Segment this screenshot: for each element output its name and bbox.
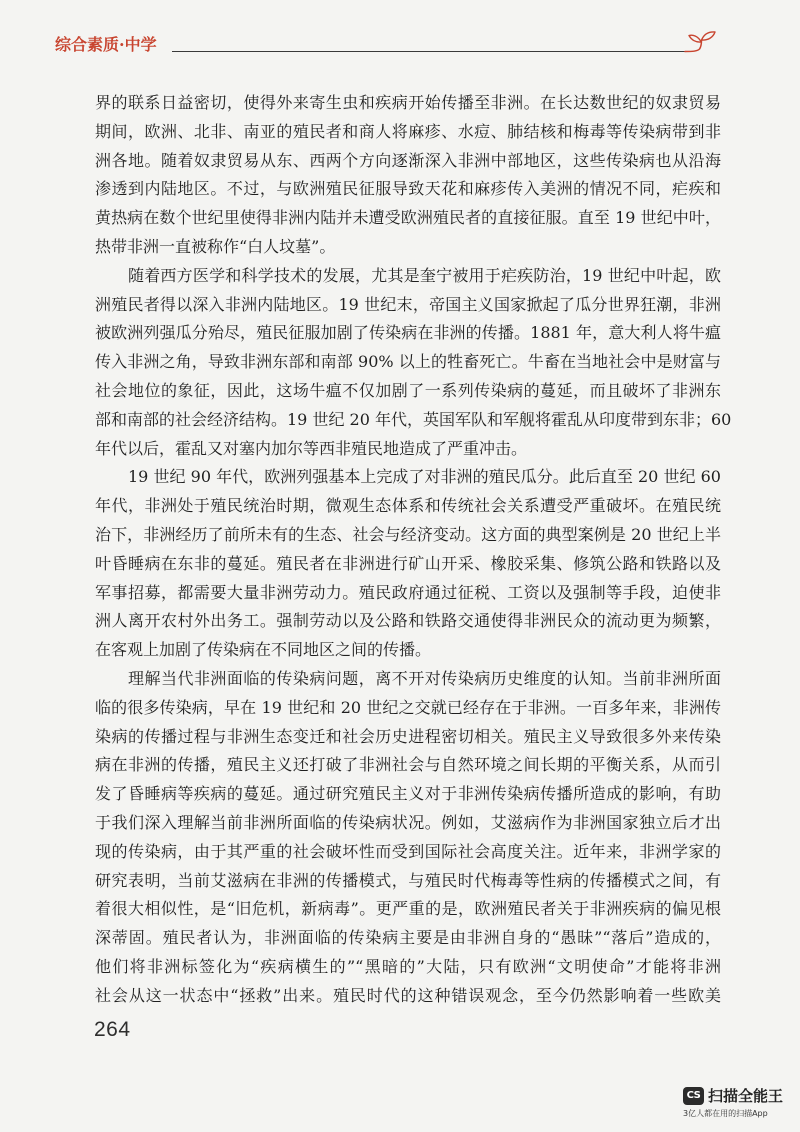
text-line: 着很大相似性，是“旧危机，新病毒”。更严重的是，欧洲殖民者关于非洲疾病的偏见根 bbox=[95, 899, 721, 919]
running-header-title: 综合素质·中学 bbox=[55, 35, 157, 54]
text-line: 军事招募，都需要大量非洲劳动力。殖民政府通过征税、工资以及强制等手段，迫使非 bbox=[95, 582, 721, 602]
text-line: 理解当代非洲面临的传染病问题，离不开对传染病历史维度的认知。当前非洲所面 bbox=[128, 668, 721, 688]
page-number: 264 bbox=[94, 1018, 131, 1041]
text-line: 治下，非洲经历了前所未有的生态、社会与经济变动。这方面的典型案例是 20 世纪上半 bbox=[95, 524, 721, 544]
text-line: 研究表明，当前艾滋病在非洲的传播模式，与殖民时代梅毒等性病的传播模式之间，有 bbox=[95, 870, 721, 890]
watermark-app-name: 扫描全能王 bbox=[708, 1087, 784, 1105]
text-line: 社会地位的象征，因此，这场牛瘟不仅加剧了一系列传染病的蔓延，而且破坏了非洲东 bbox=[95, 380, 721, 400]
paragraph bbox=[95, 665, 721, 1011]
text-line: 染病的传播过程与非洲生态变迁和社会历史进程密切相关。殖民主义导致很多外来传染 bbox=[95, 726, 721, 746]
sprout-icon bbox=[684, 30, 718, 58]
text-line: 被欧洲列强瓜分殆尽，殖民征服加剧了传染病在非洲的传播。1881 年，意大利人将牛瘟 bbox=[95, 323, 721, 343]
text-line: 传入非洲之角，导致非洲东部和南部 90% 以上的牲畜死亡。牛畜在当地社会中是财富与 bbox=[95, 352, 721, 372]
camscanner-logo-icon: CS bbox=[683, 1087, 704, 1105]
watermark-tagline: 3亿人都在用的扫描App bbox=[683, 1109, 768, 1118]
text-line: 发了昏睡病等疾病的蔓延。通过研究殖民主义对于非洲传染病传播所造成的影响，有助 bbox=[95, 784, 721, 804]
text-line: 19 世纪 90 年代，欧洲列强基本上完成了对非洲的殖民瓜分。此后直至 20 世纪 60 bbox=[128, 467, 721, 487]
scanner-watermark bbox=[683, 1085, 793, 1121]
text-line: 于我们深入理解当前非洲所面临的传染病状况。例如，艾滋病作为非洲国家独立后才出 bbox=[95, 812, 721, 832]
paragraph bbox=[95, 463, 721, 665]
paragraph bbox=[95, 262, 732, 464]
text-line: 洲各地。随着奴隶贸易从东、西两个方向逐渐深入非洲中部地区，这些传染病也从沿海 bbox=[95, 150, 721, 170]
text-line: 病在非洲的传播，殖民主义还打破了非洲社会与自然环境之间长期的平衡关系，从而引 bbox=[95, 755, 721, 775]
text-line: 社会从这一状态中“拯救”出来。殖民时代的这种错误观念，至今仍然影响着一些欧美 bbox=[95, 985, 721, 1005]
text-line: 他们将非洲标签化为“疾病横生的”“黑暗的”大陆，只有欧洲“文明使命”才能将非洲 bbox=[95, 956, 721, 976]
text-line: 洲人离开农村外出务工。强制劳动以及公路和铁路交通使得非洲民众的流动更为频繁， bbox=[95, 611, 721, 631]
text-line: 年代，非洲处于殖民统治时期，微观生态体系和传统社会关系遭受严重破坏。在殖民统 bbox=[95, 496, 721, 516]
text-line: 年代以后，霍乱又对塞内加尔等西非殖民地造成了严重冲击。 bbox=[95, 438, 528, 458]
text-line: 洲殖民者得以深入非洲内陆地区。19 世纪末，帝国主义国家掀起了瓜分世界狂潮，非洲 bbox=[95, 294, 721, 314]
text-line: 叶昏睡病在东非的蔓延。殖民者在非洲进行矿山开采、橡胶采集、修筑公路和铁路以及 bbox=[95, 553, 721, 573]
text-line: 期间，欧洲、北非、南亚的殖民者和商人将麻疹、水痘、肺结核和梅毒等传染病带到非 bbox=[95, 121, 721, 141]
text-line: 随着西方医学和科学技术的发展，尤其是奎宁被用于疟疾防治，19 世纪中叶起，欧 bbox=[128, 265, 721, 285]
text-line: 黄热病在数个世纪里使得非洲内陆并未遭受欧洲殖民者的直接征服。直至 19 世纪中叶， bbox=[95, 208, 721, 228]
text-line: 现的传染病，由于其严重的社会破坏性而受到国际社会高度关注。近年来，非洲学家的 bbox=[95, 841, 721, 861]
text-line: 部和南部的社会经济结构。19 世纪 20 年代，英国军队和军舰将霍乱从印度带到东非；60 bbox=[95, 409, 732, 429]
text-line: 深蒂固。殖民者认为，非洲面临的传染病主要是由非洲自身的“愚昧”“落后”造成的， bbox=[95, 928, 721, 948]
text-line: 在客观上加剧了传染病在不同地区之间的传播。 bbox=[95, 640, 432, 660]
text-line: 热带非洲一直被称作“白人坟墓”。 bbox=[95, 236, 336, 256]
text-line: 渗透到内陆地区。不过，与欧洲殖民征服导致天花和麻疹传入美洲的情况不同，疟疾和 bbox=[95, 179, 721, 199]
paragraph bbox=[95, 89, 721, 262]
text-line: 临的很多传染病，早在 19 世纪和 20 世纪之交就已经存在于非洲。一百多年来，非洲传 bbox=[95, 697, 721, 717]
header-rule bbox=[172, 51, 686, 52]
body-text bbox=[95, 89, 732, 1011]
text-line: 界的联系日益密切，使得外来寄生虫和疾病开始传播至非洲。在长达数世纪的奴隶贸易 bbox=[95, 93, 721, 112]
